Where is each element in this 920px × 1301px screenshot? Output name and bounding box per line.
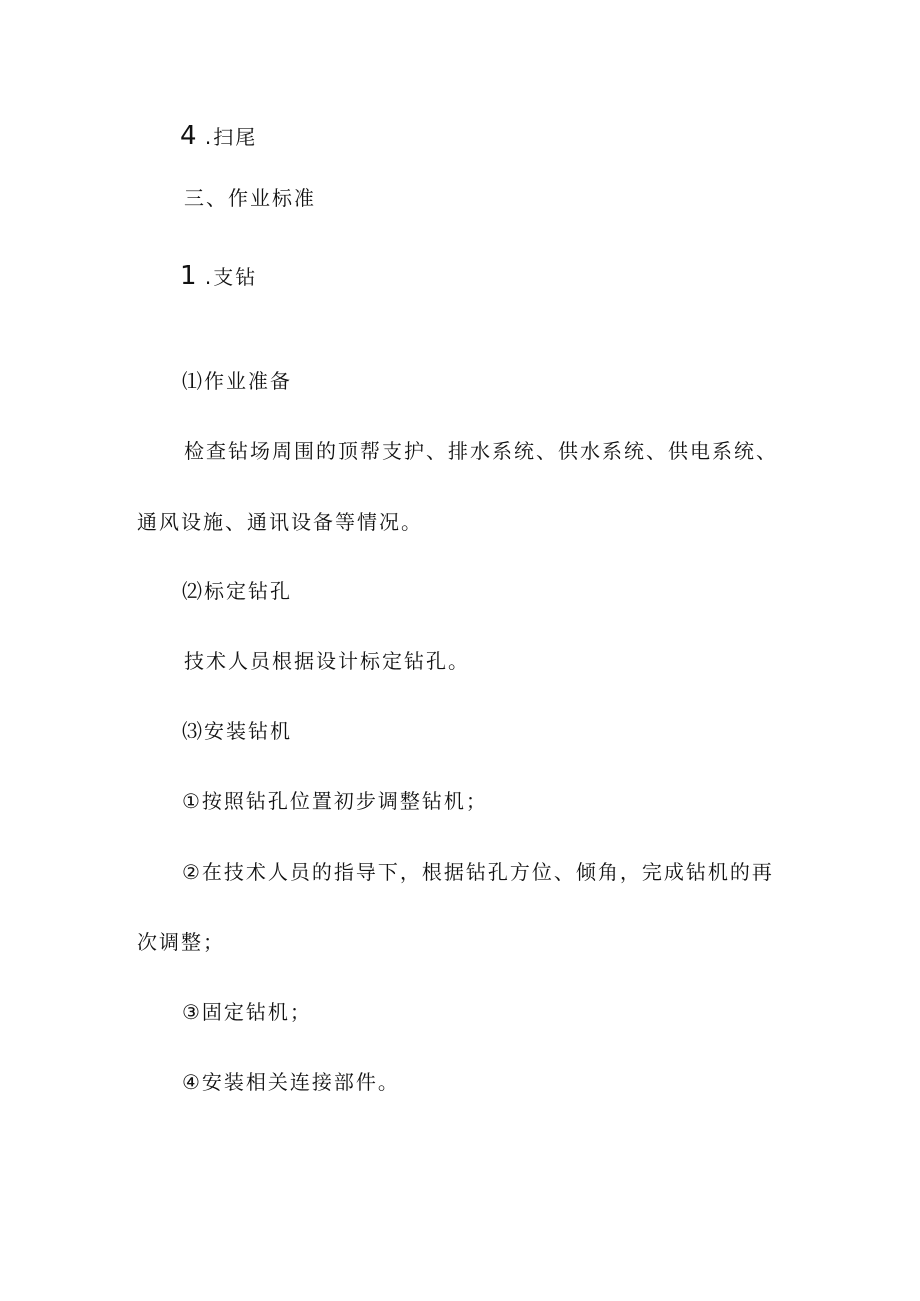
paragraph-line: 次调整； — [137, 930, 225, 954]
subheading-2: ⑵标定钻孔 — [182, 579, 292, 603]
heading-text: .扫尾 — [204, 125, 258, 149]
paragraph-line: 检查钻场周围的顶帮支护、排水系统、供水系统、供电系统、 — [184, 439, 778, 463]
subheading-3: ⑶安装钻机 — [182, 719, 292, 743]
paragraph-line: 通风设施、通讯设备等情况。 — [137, 510, 423, 534]
heading-text: .支钻 — [204, 265, 258, 289]
list-item: ①按照钻孔位置初步调整钻机； — [182, 789, 488, 813]
list-item: ②在技术人员的指导下，根据钻孔方位、倾角，完成钻机的再 — [182, 860, 774, 884]
heading-step-1 — [180, 262, 257, 291]
list-item: ④安装相关连接部件。 — [182, 1070, 400, 1094]
heading-number: 4 — [180, 121, 197, 151]
list-item: ③固定钻机； — [182, 1000, 312, 1024]
subheading-1: ⑴作业准备 — [182, 369, 292, 393]
paragraph-line: 技术人员根据设计标定钻孔。 — [184, 649, 470, 673]
heading-step-4 — [180, 122, 257, 151]
heading-number: 1 — [180, 261, 197, 291]
section-heading: 三、作业标准 — [184, 186, 316, 210]
